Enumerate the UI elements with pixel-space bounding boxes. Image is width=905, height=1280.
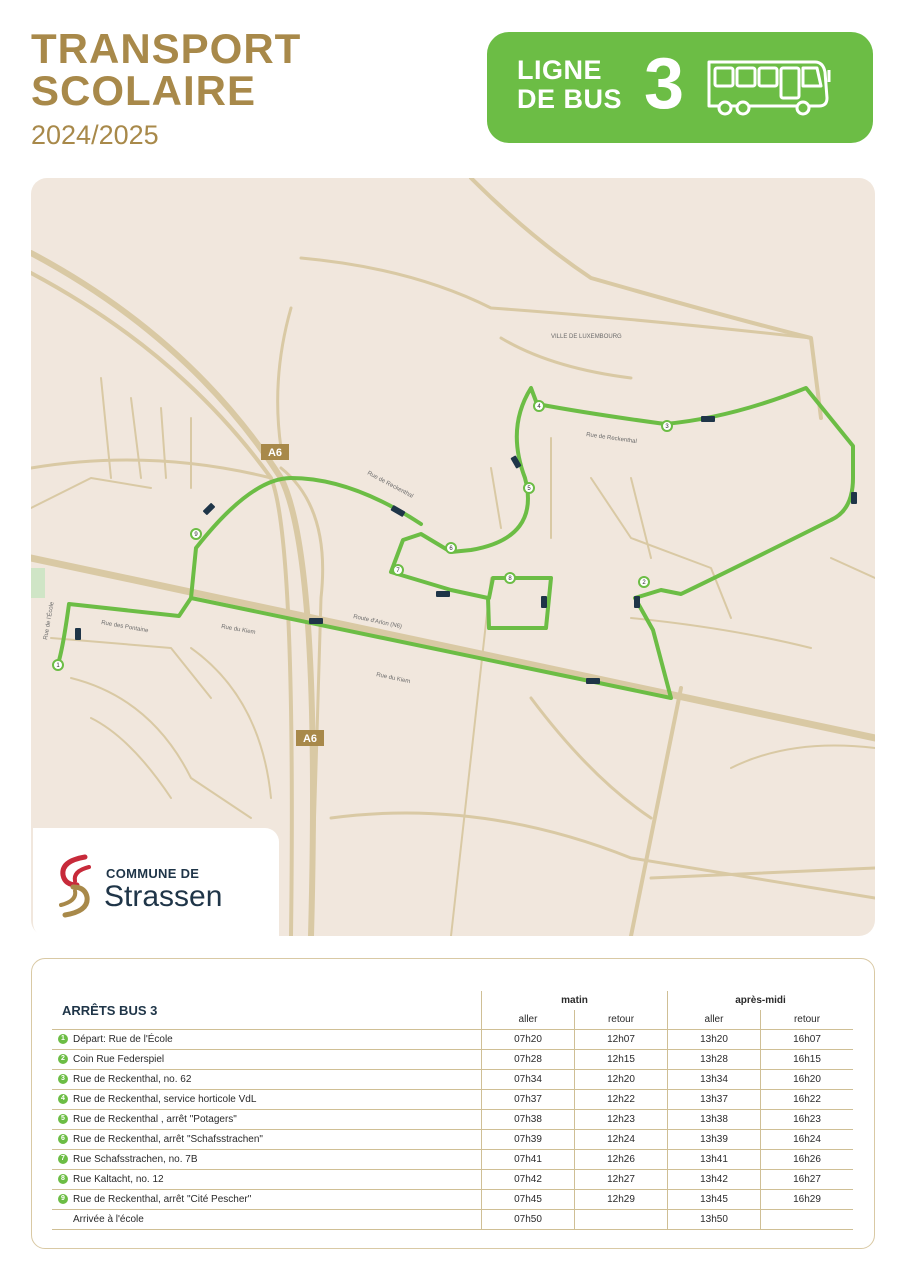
departure-time: 13h37 bbox=[668, 1090, 761, 1110]
stop-name: Départ: Rue de l'École bbox=[73, 1034, 173, 1045]
departure-time: 13h45 bbox=[668, 1190, 761, 1210]
departure-time: 07h45 bbox=[482, 1190, 575, 1210]
sub-aller-apres-midi: aller bbox=[668, 1010, 761, 1030]
bus-line-number: 3 bbox=[644, 44, 685, 124]
stop-number-badge: 5 bbox=[58, 1114, 68, 1124]
stop-number-badge: 1 bbox=[58, 1034, 68, 1044]
bus-marker bbox=[541, 596, 547, 608]
bus-marker bbox=[436, 591, 450, 597]
departure-time: 07h38 bbox=[482, 1110, 575, 1130]
departure-time: 12h20 bbox=[575, 1070, 668, 1090]
stop-number-badge bbox=[58, 1214, 68, 1224]
departure-time: 16h23 bbox=[761, 1110, 854, 1130]
bus-marker bbox=[701, 416, 715, 422]
departure-time: 13h50 bbox=[668, 1210, 761, 1230]
page-title bbox=[31, 25, 302, 114]
bus-stop-5 bbox=[524, 483, 534, 493]
svg-text:2: 2 bbox=[642, 580, 646, 586]
map-canvas bbox=[31, 178, 875, 936]
title-line-2: SCOLAIRE bbox=[31, 67, 257, 114]
departure-time: 12h29 bbox=[575, 1190, 668, 1210]
departure-time: 16h24 bbox=[761, 1130, 854, 1150]
logo-town-name: Strassen bbox=[104, 880, 223, 913]
departure-time: 13h34 bbox=[668, 1070, 761, 1090]
departure-time: 13h38 bbox=[668, 1110, 761, 1130]
stop-number-badge: 6 bbox=[58, 1134, 68, 1144]
street-labels bbox=[42, 334, 637, 685]
table-row bbox=[52, 1130, 853, 1150]
bus-marker bbox=[390, 505, 405, 517]
table-row bbox=[52, 1070, 853, 1090]
label-reckenthal-east: Rue de Reckenthal bbox=[585, 432, 638, 446]
bus-stop-9 bbox=[191, 529, 201, 539]
departure-time: 07h28 bbox=[482, 1050, 575, 1070]
schedule-rows bbox=[52, 1030, 853, 1230]
label-reckenthal-west: Rue de Reckenthal bbox=[366, 470, 414, 500]
svg-text:A6: A6 bbox=[267, 447, 283, 459]
table-row bbox=[52, 1090, 853, 1110]
group-matin: matin bbox=[482, 991, 668, 1010]
departure-time: 13h42 bbox=[668, 1170, 761, 1190]
departure-time: 16h20 bbox=[761, 1070, 854, 1090]
title-line-1: TRANSPORT bbox=[31, 25, 302, 72]
bus-stop-2 bbox=[639, 577, 649, 587]
bus-stop-7 bbox=[393, 565, 403, 575]
stop-name: Rue de Reckenthal, service horticole VdL bbox=[73, 1094, 257, 1105]
stop-number-badge: 9 bbox=[58, 1194, 68, 1204]
bus-marker bbox=[75, 628, 81, 640]
bus-marker bbox=[586, 678, 600, 684]
stop-name: Rue de Reckenthal, arrêt "Cité Pescher" bbox=[73, 1194, 252, 1205]
highway-shield-south bbox=[296, 730, 324, 746]
park-area bbox=[31, 568, 45, 598]
bus-route-line bbox=[58, 388, 853, 698]
stop-name: Rue de Reckenthal , arrêt "Potagers" bbox=[73, 1114, 237, 1125]
bus-stop-1 bbox=[53, 660, 63, 670]
label-kiem-1: Rue du Kiem bbox=[220, 624, 256, 636]
badge-label bbox=[517, 56, 622, 114]
stop-name: Coin Rue Federspiel bbox=[73, 1054, 165, 1065]
label-luxembourg: VILLE DE LUXEMBOURG bbox=[551, 334, 622, 340]
bus-marker bbox=[634, 596, 640, 608]
departure-time: 12h15 bbox=[575, 1050, 668, 1070]
bus-stop-6 bbox=[446, 543, 456, 553]
stop-number-badge: 3 bbox=[58, 1074, 68, 1084]
svg-text:A6: A6 bbox=[302, 733, 318, 745]
svg-text:7: 7 bbox=[396, 568, 400, 574]
departure-time: 13h20 bbox=[668, 1030, 761, 1050]
stop-name: Rue Kaltacht, no. 12 bbox=[73, 1174, 164, 1185]
bus-marker bbox=[203, 503, 216, 516]
svg-text:6: 6 bbox=[449, 546, 453, 552]
stop-name: Rue de Reckenthal, no. 62 bbox=[73, 1074, 192, 1085]
sub-header-row bbox=[52, 1010, 853, 1030]
strassen-logo-icon bbox=[55, 853, 95, 919]
group-apres-midi: après-midi bbox=[668, 991, 854, 1010]
table-row bbox=[52, 1050, 853, 1070]
stop-number-badge: 8 bbox=[58, 1174, 68, 1184]
bus-icon bbox=[703, 54, 833, 120]
departure-time: 12h24 bbox=[575, 1130, 668, 1150]
school-year: 2024/2025 bbox=[31, 120, 159, 150]
departure-time: 07h41 bbox=[482, 1150, 575, 1170]
table-row bbox=[52, 1030, 853, 1050]
table-row bbox=[52, 1210, 853, 1230]
departure-time: 07h39 bbox=[482, 1130, 575, 1150]
svg-text:5: 5 bbox=[527, 486, 531, 492]
bus-marker bbox=[851, 492, 857, 504]
badge-label-line-2: DE BUS bbox=[517, 84, 623, 114]
label-pontaine: Rue des Pontaine bbox=[100, 620, 149, 635]
departure-time: 16h29 bbox=[761, 1190, 854, 1210]
svg-text:3: 3 bbox=[665, 424, 669, 430]
label-arlon: Route d'Arlon (N6) bbox=[352, 614, 403, 631]
departure-time: 12h26 bbox=[575, 1150, 668, 1170]
departure-time: 16h27 bbox=[761, 1170, 854, 1190]
bus-stop-4 bbox=[534, 401, 544, 411]
svg-text:9: 9 bbox=[194, 532, 198, 538]
svg-text:4: 4 bbox=[537, 404, 541, 410]
departure-time: 07h34 bbox=[482, 1070, 575, 1090]
road-network bbox=[31, 178, 875, 936]
departure-time: 16h07 bbox=[761, 1030, 854, 1050]
departure-time: 13h41 bbox=[668, 1150, 761, 1170]
departure-time: 16h15 bbox=[761, 1050, 854, 1070]
schedule-title: ARRÊTS BUS 3 bbox=[62, 1003, 158, 1018]
departure-time: 12h27 bbox=[575, 1170, 668, 1190]
stop-name: Rue de Reckenthal, arrêt "Schafsstrachen" bbox=[73, 1134, 263, 1145]
departure-time: 13h28 bbox=[668, 1050, 761, 1070]
schedule-table bbox=[52, 991, 853, 1230]
departure-time bbox=[761, 1210, 854, 1230]
table-row bbox=[52, 1150, 853, 1170]
table-row bbox=[52, 1170, 853, 1190]
stop-number-badge: 4 bbox=[58, 1094, 68, 1104]
group-header-row bbox=[52, 991, 853, 1010]
departure-time: 12h22 bbox=[575, 1090, 668, 1110]
sub-aller-matin: aller bbox=[482, 1010, 575, 1030]
departure-time: 07h50 bbox=[482, 1210, 575, 1230]
sub-retour-matin: retour bbox=[575, 1010, 668, 1030]
departure-time: 13h39 bbox=[668, 1130, 761, 1150]
stop-number-badge: 2 bbox=[58, 1054, 68, 1064]
label-kiem-2: Rue du Kiem bbox=[375, 672, 411, 686]
logo-commune-label: COMMUNE DE bbox=[106, 866, 200, 881]
bus-marker bbox=[309, 618, 323, 624]
stop-name: Arrivée à l'école bbox=[73, 1214, 144, 1225]
departure-time bbox=[575, 1210, 668, 1230]
stop-name: Rue Schafsstrachen, no. 7B bbox=[73, 1154, 198, 1165]
departure-time: 16h26 bbox=[761, 1150, 854, 1170]
table-row bbox=[52, 1110, 853, 1130]
badge-label-line-1: LIGNE bbox=[517, 55, 603, 85]
schedule-panel bbox=[31, 958, 875, 1249]
highway-shield-north bbox=[261, 444, 289, 460]
bus-stop-8 bbox=[505, 573, 515, 583]
commune-logo bbox=[33, 828, 279, 937]
svg-text:1: 1 bbox=[56, 663, 60, 669]
departure-time: 07h20 bbox=[482, 1030, 575, 1050]
bus-stop-3 bbox=[662, 421, 672, 431]
departure-time: 12h07 bbox=[575, 1030, 668, 1050]
stop-number-badge: 7 bbox=[58, 1154, 68, 1164]
departure-time: 07h37 bbox=[482, 1090, 575, 1110]
sub-retour-apres-midi: retour bbox=[761, 1010, 854, 1030]
bus-line-badge bbox=[487, 32, 873, 143]
departure-time: 07h42 bbox=[482, 1170, 575, 1190]
departure-time: 16h22 bbox=[761, 1090, 854, 1110]
route-map bbox=[31, 178, 875, 936]
label-ecole: Rue de l'École bbox=[43, 601, 56, 641]
departure-time: 12h23 bbox=[575, 1110, 668, 1130]
table-row bbox=[52, 1190, 853, 1210]
svg-text:8: 8 bbox=[508, 576, 512, 582]
